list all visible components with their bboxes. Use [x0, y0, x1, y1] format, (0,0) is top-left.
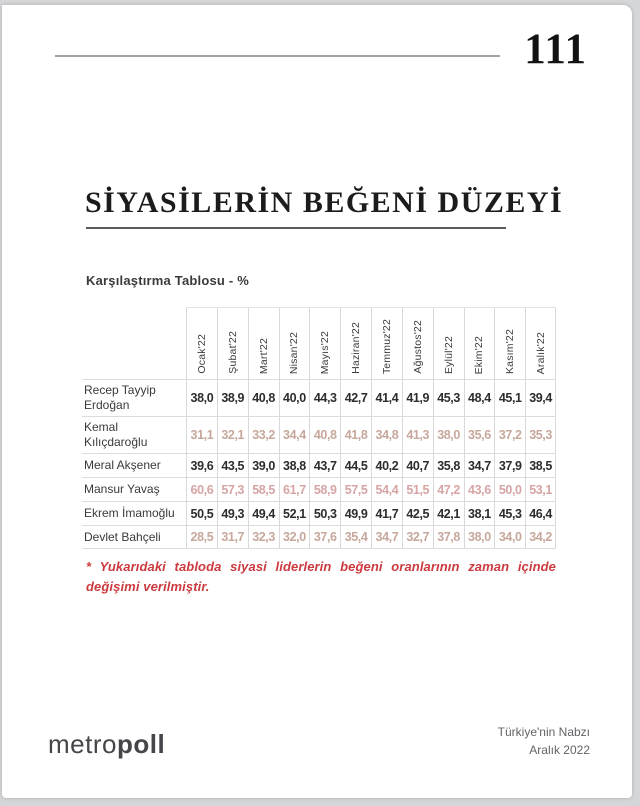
politician-name: Ekrem İmamoğlu [82, 501, 186, 525]
month-header [433, 307, 464, 379]
value-cell: 38,1 [464, 501, 495, 525]
publication-date: Aralık 2022 [529, 743, 590, 757]
value-cell: 45,3 [494, 501, 525, 525]
value-cell: 42,7 [340, 379, 371, 416]
month-header-label: Şubat'22 [226, 331, 239, 374]
value-cell: 39,6 [186, 453, 217, 477]
value-cell: 47,2 [433, 477, 464, 501]
month-header-label: Nisan'22 [288, 331, 301, 374]
value-cell: 39,4 [525, 379, 556, 416]
value-cell: 61,7 [279, 477, 310, 501]
month-header-label: Aralık'22 [534, 331, 547, 374]
politician-name: Meral Akşener [82, 453, 186, 477]
comparison-table [82, 307, 556, 549]
value-cell: 43,5 [217, 453, 248, 477]
value-cell: 40,2 [371, 453, 402, 477]
value-cell: 44,5 [340, 453, 371, 477]
value-cell: 34,7 [464, 453, 495, 477]
value-cell: 43,7 [309, 453, 340, 477]
value-cell: 40,7 [402, 453, 433, 477]
value-cell: 50,5 [186, 501, 217, 525]
table-subtitle: Karşılaştırma Tablosu - % [86, 273, 249, 288]
value-cell: 57,5 [340, 477, 371, 501]
politician-name: Kemal Kılıçdaroğlu [82, 416, 186, 453]
month-header [248, 307, 279, 379]
value-cell: 41,4 [371, 379, 402, 416]
month-header [525, 307, 556, 379]
value-cell: 32,3 [248, 525, 279, 549]
publication-name: Türkiye'nin Nabzı [497, 725, 590, 739]
value-cell: 49,9 [340, 501, 371, 525]
value-cell: 32,1 [217, 416, 248, 453]
value-cell: 38,9 [217, 379, 248, 416]
value-cell: 52,1 [279, 501, 310, 525]
value-cell: 42,5 [402, 501, 433, 525]
value-cell: 41,3 [402, 416, 433, 453]
value-cell: 39,0 [248, 453, 279, 477]
value-cell: 57,3 [217, 477, 248, 501]
value-cell: 40,8 [309, 416, 340, 453]
page-number: 111 [524, 26, 587, 73]
value-cell: 58,9 [309, 477, 340, 501]
value-cell: 45,1 [494, 379, 525, 416]
value-cell: 38,5 [525, 453, 556, 477]
value-cell: 41,8 [340, 416, 371, 453]
politician-name: Mansur Yavaş [82, 477, 186, 501]
value-cell: 46,4 [525, 501, 556, 525]
month-header [186, 307, 217, 379]
value-cell: 35,3 [525, 416, 556, 453]
month-header-label: Kasım'22 [504, 328, 517, 374]
value-cell: 40,0 [279, 379, 310, 416]
politician-name: Recep Tayyip Erdoğan [82, 379, 186, 416]
value-cell: 35,6 [464, 416, 495, 453]
value-cell: 38,0 [464, 525, 495, 549]
value-cell: 40,8 [248, 379, 279, 416]
value-cell: 53,1 [525, 477, 556, 501]
value-cell: 28,5 [186, 525, 217, 549]
logo-text-poll: poll [116, 729, 166, 759]
value-cell: 37,2 [494, 416, 525, 453]
value-cell: 49,4 [248, 501, 279, 525]
value-cell: 37,9 [494, 453, 525, 477]
month-header-label: Ocak'22 [195, 334, 208, 374]
value-cell: 50,3 [309, 501, 340, 525]
month-header-label: Ekim'22 [473, 335, 486, 374]
value-cell: 45,3 [433, 379, 464, 416]
value-cell: 35,8 [433, 453, 464, 477]
header-rule [55, 55, 500, 57]
month-header [217, 307, 248, 379]
month-header [340, 307, 371, 379]
month-header-label: Mart'22 [257, 337, 270, 374]
value-cell: 60,6 [186, 477, 217, 501]
value-cell: 31,1 [186, 416, 217, 453]
value-cell: 34,0 [494, 525, 525, 549]
value-cell: 50,0 [494, 477, 525, 501]
value-cell: 49,3 [217, 501, 248, 525]
value-cell: 41,9 [402, 379, 433, 416]
table-corner-cell [82, 307, 186, 379]
metropoll-logo [48, 729, 165, 760]
value-cell: 43,6 [464, 477, 495, 501]
value-cell: 34,4 [279, 416, 310, 453]
month-header [309, 307, 340, 379]
value-cell: 34,7 [371, 525, 402, 549]
value-cell: 44,3 [309, 379, 340, 416]
value-cell: 48,4 [464, 379, 495, 416]
title-underline [86, 227, 506, 229]
politician-name: Devlet Bahçeli [82, 525, 186, 549]
month-header [279, 307, 310, 379]
value-cell: 37,8 [433, 525, 464, 549]
value-cell: 54,4 [371, 477, 402, 501]
value-cell: 41,7 [371, 501, 402, 525]
value-cell: 37,6 [309, 525, 340, 549]
month-header-label: Eylül'22 [442, 335, 455, 374]
footnote: * Yukarıdaki tabloda siyasi liderlerin beğeni oranlarının zaman içinde değişimi verilmiştir. [86, 559, 556, 595]
value-cell: 31,7 [217, 525, 248, 549]
report-page [2, 5, 632, 798]
page-title: SİYASİLERİN BEĞENİ DÜZEYİ [85, 186, 564, 219]
value-cell: 35,4 [340, 525, 371, 549]
value-cell: 58,5 [248, 477, 279, 501]
month-header [494, 307, 525, 379]
value-cell: 32,7 [402, 525, 433, 549]
month-header [371, 307, 402, 379]
month-header-label: Ağustos'22 [411, 320, 424, 374]
value-cell: 32,0 [279, 525, 310, 549]
value-cell: 38,8 [279, 453, 310, 477]
month-header-label: Mayıs'22 [319, 330, 332, 374]
logo-text-metro: metro [48, 729, 117, 759]
value-cell: 42,1 [433, 501, 464, 525]
value-cell: 38,0 [433, 416, 464, 453]
value-cell: 51,5 [402, 477, 433, 501]
month-header-label: Temmuz'22 [380, 318, 393, 374]
value-cell: 38,0 [186, 379, 217, 416]
month-header [402, 307, 433, 379]
month-header-label: Haziran'22 [350, 322, 363, 374]
month-header [464, 307, 495, 379]
value-cell: 34,2 [525, 525, 556, 549]
value-cell: 33,2 [248, 416, 279, 453]
footer-publication-info [498, 723, 590, 759]
value-cell: 34,8 [371, 416, 402, 453]
